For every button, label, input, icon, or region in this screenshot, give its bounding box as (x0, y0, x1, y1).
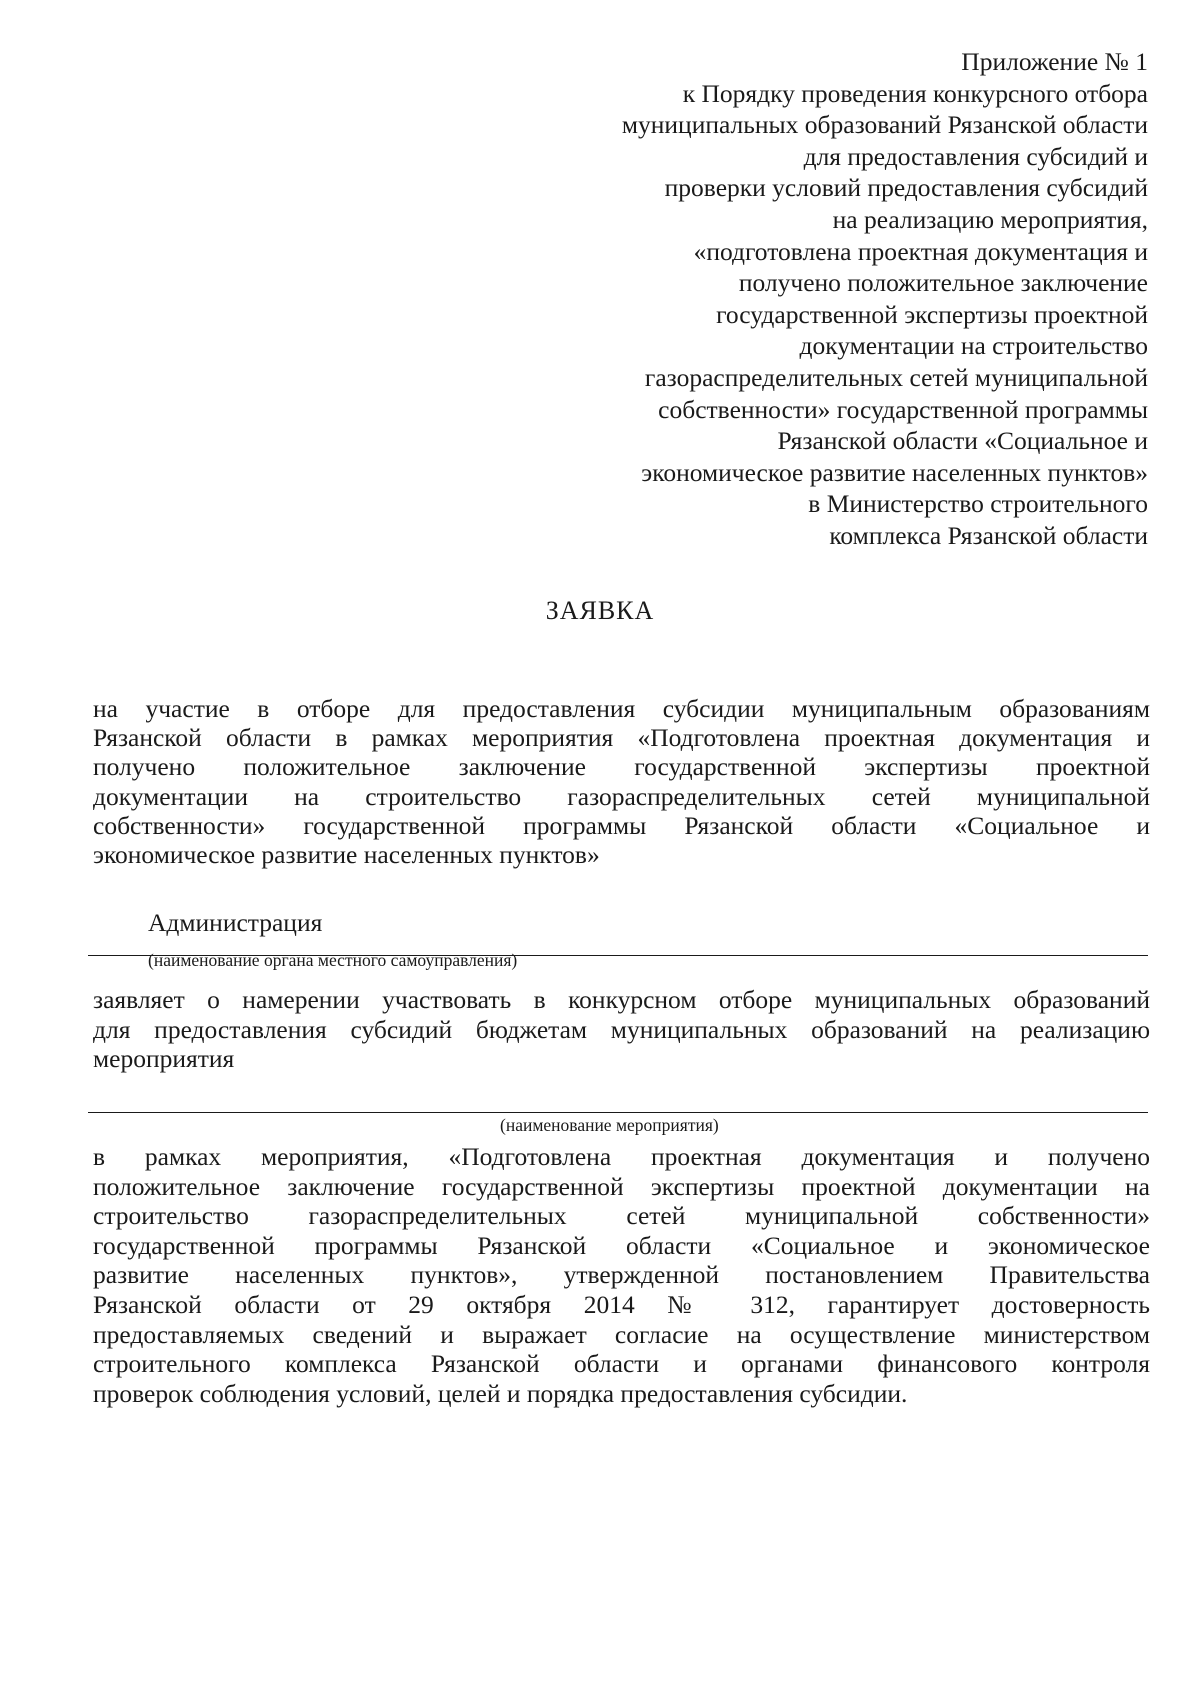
appendix-line: в Министерство строительного (808, 489, 1148, 519)
intro-line: экономическое развитие населенных пунктов» (93, 840, 600, 870)
declares-line: заявляет о намерении участвовать в конкурсном отборе муниципальных образований (93, 985, 1150, 1014)
appendix-line: проверки условий предоставления субсидий (664, 173, 1148, 203)
declares-line: для предоставления субсидий бюджетам муниципальных образований на реализацию (93, 1014, 1150, 1044)
event-name-caption: (наименование мероприятия) (500, 1115, 719, 1135)
appendix-line: газораспределительных сетей муниципальной (644, 362, 1148, 392)
appendix-line: Рязанской области «Социальное и (777, 426, 1148, 456)
intro-line: собственности» государственной программы Рязанской области «Социальное и (93, 810, 1150, 840)
appendix-line: комплекса Рязанской области (829, 520, 1148, 550)
document-title: ЗАЯВКА (545, 596, 655, 625)
event-name-underline (88, 1112, 1148, 1113)
appendix-line: муниципальных образований Рязанской области (621, 110, 1148, 140)
appendix-line: государственной экспертизы проектной (716, 299, 1148, 329)
body-line: предоставляемых сведений и выражает согласие на осуществление министерством (93, 1319, 1150, 1349)
intro-paragraph (93, 694, 1150, 869)
body-line: развитие населенных пунктов», утвержденной постановлением Правительства (93, 1260, 1150, 1290)
appendix-line: Приложение № 1 (961, 47, 1148, 76)
org-name-caption: (наименование органа местного самоуправления) (148, 950, 518, 970)
appendix-line: собственности» государственной программы (658, 394, 1148, 424)
appendix-line: получено положительное заключение (738, 268, 1148, 298)
body-line: проверок соблюдения условий, целей и порядка предоставления субсидии. (93, 1378, 908, 1408)
body-paragraph (93, 1142, 1150, 1408)
body-line: Рязанской области от 29 октября 2014 № 312, гарантирует достоверность (93, 1289, 1150, 1319)
body-line: положительное заключение государственной экспертизы проектной документации на (93, 1171, 1150, 1201)
appendix-line: экономическое развитие населенных пунктов» (641, 457, 1148, 487)
appendix-line: «подготовлена проектная документация и (693, 236, 1148, 266)
body-line: строительного комплекса Рязанской области и органами финансового контроля (93, 1349, 1150, 1379)
body-line: строительство газораспределительных сетей муниципальной собственности» (93, 1201, 1150, 1231)
org-name-value: Администрация (148, 908, 323, 937)
appendix-line: на реализацию мероприятия, (832, 204, 1148, 234)
declares-paragraph (93, 985, 1150, 1074)
appendix-line: к Порядку проведения конкурсного отбора (682, 78, 1148, 108)
intro-line: на участие в отборе для предоставления субсидии муниципальным образованиям (93, 694, 1150, 723)
intro-line: Рязанской области в рамках мероприятия «Подготовлена проектная документация и (93, 723, 1150, 753)
appendix-line: документации на строительство (799, 331, 1148, 361)
declares-line: мероприятия (93, 1044, 235, 1073)
appendix-header (508, 46, 1148, 552)
body-line: в рамках мероприятия, «Подготовлена проектная документация и получено (93, 1142, 1150, 1171)
body-line: государственной программы Рязанской области «Социальное и экономическое (93, 1230, 1150, 1260)
intro-line: получено положительное заключение государственной экспертизы проектной (93, 752, 1150, 782)
appendix-line: для предоставления субсидий и (803, 141, 1148, 171)
intro-line: документации на строительство газораспределительных сетей муниципальной (93, 781, 1150, 811)
